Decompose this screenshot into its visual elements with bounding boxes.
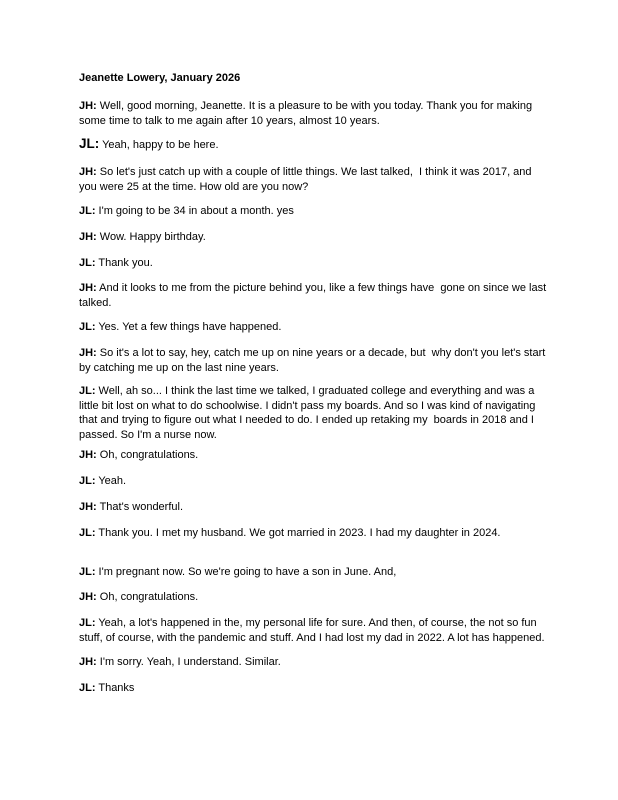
paragraph-text: I'm going to be 34 in about a month. yes bbox=[95, 205, 294, 217]
speaker-label: JH: bbox=[79, 501, 97, 513]
paragraph-text: Well, ah so... I think the last time we talked, I graduated college and everything and was a little bit lost on what to do schoolwise. I didn't pass my boards. And so I was kind of navigating that and trying to figure out what I needed to do. I ended up retaking my boards in 2018 and I passed. So I'm a nurse now. bbox=[79, 385, 539, 441]
speaker-label: JH: bbox=[79, 656, 97, 668]
transcript-paragraph bbox=[79, 448, 549, 463]
transcript-paragraph bbox=[79, 230, 549, 245]
transcript-paragraph bbox=[79, 590, 549, 605]
speaker-label: JH: bbox=[79, 449, 97, 461]
speaker-label: JH: bbox=[79, 100, 97, 112]
paragraph-text: And it looks to me from the picture behind you, like a few things have gone on since we last talked. bbox=[79, 282, 550, 309]
paragraph-text: I'm sorry. Yeah, I understand. Similar. bbox=[96, 656, 281, 668]
speaker-label: JH: bbox=[79, 282, 97, 294]
transcript-paragraph bbox=[79, 346, 549, 375]
speaker-label: JL: bbox=[79, 527, 96, 539]
paragraph-text: Thank you. bbox=[95, 257, 153, 269]
transcript-paragraph bbox=[79, 500, 549, 515]
speaker-label: JL: bbox=[79, 566, 96, 578]
paragraph-text: So let's just catch up with a couple of little things. We last talked, I think it was 2017, and you were 25 at the time. How old are you now? bbox=[79, 166, 535, 193]
speaker-label: JH: bbox=[79, 231, 97, 243]
speaker-label: JL: bbox=[79, 475, 96, 487]
speaker-label: JH: bbox=[79, 591, 97, 603]
speaker-label: JH: bbox=[79, 347, 97, 359]
speaker-label: JL: bbox=[79, 321, 96, 333]
paragraph-text: Oh, congratulations. bbox=[96, 449, 199, 461]
transcript-paragraph bbox=[79, 137, 549, 153]
speaker-label: JL: bbox=[79, 136, 100, 151]
transcript-paragraph bbox=[79, 99, 549, 128]
transcript-paragraph bbox=[79, 281, 549, 310]
document-title: Jeanette Lowery, January 2026 bbox=[79, 72, 241, 84]
transcript-paragraph bbox=[79, 384, 549, 442]
paragraph-text: So it's a lot to say, hey, catch me up on nine years or a decade, but why don't you let's start by catching me up on the last nine years. bbox=[79, 347, 549, 374]
transcript-paragraph bbox=[79, 565, 549, 580]
transcript-paragraph bbox=[79, 320, 549, 335]
paragraph-text: Well, good morning, Jeanette. It is a pleasure to be with you today. Thank you for making some time to talk to me again after 10 years, almost 10 years. bbox=[79, 100, 536, 127]
speaker-label: JL: bbox=[79, 617, 96, 629]
paragraph-text: That's wonderful. bbox=[96, 501, 184, 513]
transcript-paragraph bbox=[79, 256, 549, 271]
transcript-paragraph bbox=[79, 616, 549, 645]
transcript-paragraph bbox=[79, 204, 549, 219]
transcript-paragraph bbox=[79, 526, 549, 541]
paragraph-text: Thank you. I met my husband. We got married in 2023. I had my daughter in 2024. bbox=[95, 527, 501, 539]
speaker-label: JL: bbox=[79, 257, 96, 269]
speaker-label: JH: bbox=[79, 166, 97, 178]
speaker-label: JL: bbox=[79, 385, 96, 397]
paragraph-text: Yeah, happy to be here. bbox=[99, 139, 219, 151]
transcript-paragraph bbox=[79, 474, 549, 489]
paragraph-text: Yes. Yet a few things have happened. bbox=[95, 321, 282, 333]
paragraph-text: I'm pregnant now. So we're going to have a son in June. And, bbox=[95, 566, 397, 578]
paragraph-text: Oh, congratulations. bbox=[96, 591, 199, 603]
speaker-label: JL: bbox=[79, 682, 96, 694]
paragraph-text: Yeah, a lot's happened in the, my personal life for sure. And then, of course, the not so fun stuff, of course, with the pandemic and stuff. And I had lost my dad in 2022. A lot has happened. bbox=[79, 617, 545, 644]
transcript-paragraph bbox=[79, 165, 549, 194]
paragraph-text: Thanks bbox=[95, 682, 135, 694]
speaker-label: JL: bbox=[79, 205, 96, 217]
transcript-paragraph bbox=[79, 655, 549, 670]
paragraph-text: Yeah. bbox=[95, 475, 127, 487]
transcript-paragraph bbox=[79, 681, 549, 696]
paragraph-text: Wow. Happy birthday. bbox=[96, 231, 206, 243]
